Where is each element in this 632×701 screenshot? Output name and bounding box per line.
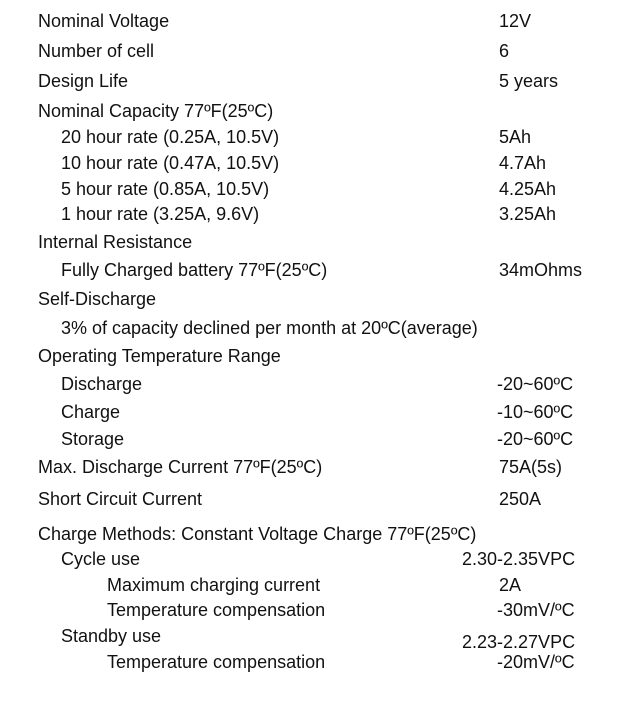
spec-label: 20 hour rate (0.25A, 10.5V) bbox=[61, 127, 280, 147]
spec-value: -30mV/ºC bbox=[497, 600, 575, 620]
spec-row-self-discharge-rate bbox=[0, 315, 632, 341]
spec-label: Charge Methods: Constant Voltage Charge 77ºF(25ºC) bbox=[38, 524, 477, 544]
spec-row-discharge-temp bbox=[0, 371, 632, 397]
spec-row-operating-temperature bbox=[0, 343, 632, 369]
spec-value: -20~60ºC bbox=[497, 429, 574, 449]
spec-value: -10~60ºC bbox=[497, 402, 574, 422]
spec-value: 34mOhms bbox=[499, 260, 583, 280]
spec-row-number-of-cell bbox=[0, 38, 632, 64]
spec-label: Temperature compensation bbox=[107, 652, 326, 672]
spec-value: 6 bbox=[499, 41, 510, 61]
spec-row-cycle-use bbox=[0, 546, 632, 572]
spec-row-cycle-temp-compensation bbox=[0, 597, 632, 623]
spec-row-standby-use bbox=[0, 623, 632, 652]
spec-label: Cycle use bbox=[61, 549, 141, 569]
spec-label: Discharge bbox=[61, 374, 143, 394]
spec-value: 3.25Ah bbox=[499, 204, 557, 224]
spec-label: Number of cell bbox=[38, 41, 155, 61]
spec-label: Max. Discharge Current 77ºF(25ºC) bbox=[38, 457, 323, 477]
spec-label: Storage bbox=[61, 429, 125, 449]
spec-row-internal-resistance bbox=[0, 229, 632, 255]
spec-value: 4.25Ah bbox=[499, 179, 557, 199]
spec-label: Maximum charging current bbox=[107, 575, 321, 595]
spec-label: 5 hour rate (0.85A, 10.5V) bbox=[61, 179, 270, 199]
spec-label: Charge bbox=[61, 402, 121, 422]
spec-value: 4.7Ah bbox=[499, 153, 547, 173]
spec-row-nominal-voltage bbox=[0, 8, 632, 34]
spec-row-max-discharge-current bbox=[0, 454, 632, 480]
spec-row-standby-temp-compensation bbox=[0, 649, 632, 675]
spec-value: 5Ah bbox=[499, 127, 532, 147]
spec-label: Fully Charged battery 77ºF(25ºC) bbox=[61, 260, 328, 280]
spec-value: 12V bbox=[499, 11, 532, 31]
spec-row-nominal-capacity bbox=[0, 98, 632, 124]
spec-value: 2A bbox=[499, 575, 522, 595]
spec-value: 5 years bbox=[499, 71, 559, 91]
spec-row-storage-temp bbox=[0, 426, 632, 452]
spec-value: 2.23-2.27VPC bbox=[462, 632, 576, 652]
spec-row-5-hour-rate bbox=[0, 176, 632, 202]
spec-row-charge-temp bbox=[0, 399, 632, 425]
spec-label: Nominal Voltage bbox=[38, 11, 170, 31]
spec-row-short-circuit-current bbox=[0, 486, 632, 512]
spec-row-self-discharge bbox=[0, 286, 632, 312]
spec-value: -20mV/ºC bbox=[497, 652, 575, 672]
spec-label: 10 hour rate (0.47A, 10.5V) bbox=[61, 153, 280, 173]
spec-row-20-hour-rate bbox=[0, 124, 632, 150]
spec-row-charge-methods bbox=[0, 521, 632, 547]
spec-row-1-hour-rate bbox=[0, 201, 632, 227]
spec-label: Standby use bbox=[61, 626, 162, 646]
spec-value: 75A(5s) bbox=[499, 457, 563, 477]
spec-label: Design Life bbox=[38, 71, 129, 91]
spec-row-fully-charged bbox=[0, 257, 632, 283]
spec-label: 3% of capacity declined per month at 20ºC(average) bbox=[61, 318, 478, 338]
spec-label: 1 hour rate (3.25A, 9.6V) bbox=[61, 204, 260, 224]
spec-label: Nominal Capacity 77ºF(25ºC) bbox=[38, 101, 274, 121]
spec-row-design-life bbox=[0, 68, 632, 94]
spec-label: Short Circuit Current bbox=[38, 489, 203, 509]
spec-row-max-charging-current bbox=[0, 572, 632, 598]
spec-value: -20~60ºC bbox=[497, 374, 574, 394]
spec-value: 250A bbox=[499, 489, 542, 509]
spec-label: Temperature compensation bbox=[107, 600, 326, 620]
spec-label: Operating Temperature Range bbox=[38, 346, 281, 366]
spec-row-10-hour-rate bbox=[0, 150, 632, 176]
spec-label: Self-Discharge bbox=[38, 289, 157, 309]
spec-label: Internal Resistance bbox=[38, 232, 193, 252]
spec-value: 2.30-2.35VPC bbox=[462, 549, 576, 569]
